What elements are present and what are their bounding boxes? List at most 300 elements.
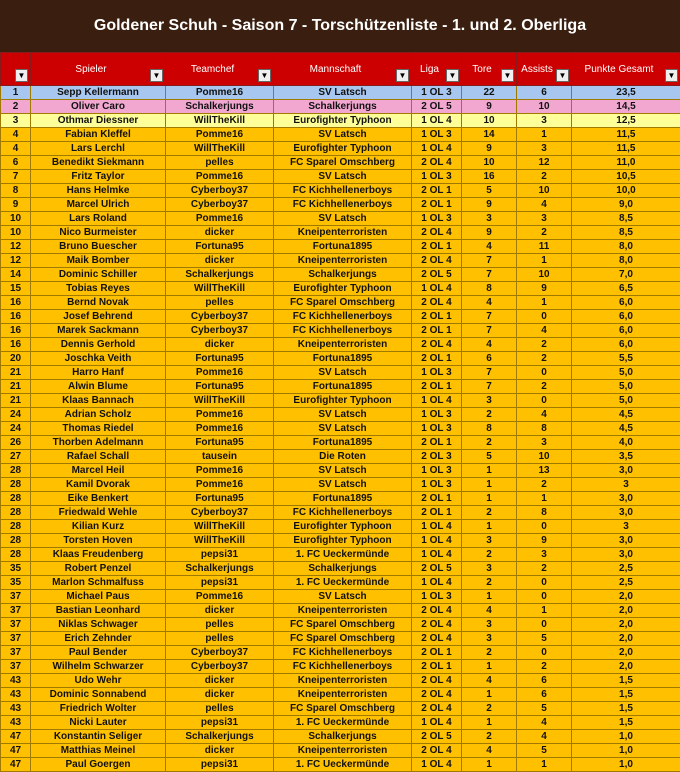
player-cell[interactable]: Marcel Heil xyxy=(31,464,166,478)
rank-cell[interactable]: 12 xyxy=(1,254,31,268)
points-cell[interactable]: 3,0 xyxy=(572,492,680,506)
teamchef-cell[interactable]: Pomme16 xyxy=(166,170,274,184)
player-cell[interactable]: Lars Lerchl xyxy=(31,142,166,156)
player-cell[interactable]: Thorben Adelmann xyxy=(31,436,166,450)
points-cell[interactable]: 8,5 xyxy=(572,212,680,226)
goals-cell[interactable]: 2 xyxy=(462,730,517,744)
player-cell[interactable]: Thomas Riedel xyxy=(31,422,166,436)
player-cell[interactable]: Othmar Diessner xyxy=(31,114,166,128)
player-cell[interactable]: Erich Zehnder xyxy=(31,632,166,646)
points-cell[interactable]: 2,5 xyxy=(572,576,680,590)
rank-cell[interactable]: 28 xyxy=(1,534,31,548)
goals-cell[interactable]: 5 xyxy=(462,184,517,198)
player-cell[interactable]: Torsten Hoven xyxy=(31,534,166,548)
player-cell[interactable]: Hans Helmke xyxy=(31,184,166,198)
player-cell[interactable]: Lars Roland xyxy=(31,212,166,226)
goals-cell[interactable]: 1 xyxy=(462,758,517,772)
goals-cell[interactable]: 3 xyxy=(462,212,517,226)
goals-cell[interactable]: 3 xyxy=(462,618,517,632)
rank-cell[interactable]: 43 xyxy=(1,716,31,730)
team-cell[interactable]: Eurofighter Typhoon xyxy=(274,534,412,548)
teamchef-cell[interactable]: Pomme16 xyxy=(166,408,274,422)
rank-cell[interactable]: 24 xyxy=(1,408,31,422)
assists-cell[interactable]: 10 xyxy=(517,268,572,282)
points-cell[interactable]: 23,5 xyxy=(572,86,680,100)
rank-cell[interactable]: 9 xyxy=(1,198,31,212)
teamchef-cell[interactable]: Cyberboy37 xyxy=(166,198,274,212)
league-cell[interactable]: 2 OL 3 xyxy=(412,450,462,464)
team-cell[interactable]: FC Sparel Omschberg xyxy=(274,156,412,170)
rank-cell[interactable]: 28 xyxy=(1,506,31,520)
assists-cell[interactable]: 3 xyxy=(517,548,572,562)
points-cell[interactable]: 3,0 xyxy=(572,506,680,520)
goals-cell[interactable]: 1 xyxy=(462,464,517,478)
teamchef-cell[interactable]: dicker xyxy=(166,674,274,688)
points-cell[interactable]: 1,0 xyxy=(572,730,680,744)
goals-cell[interactable]: 5 xyxy=(462,450,517,464)
goals-cell[interactable]: 2 xyxy=(462,408,517,422)
rank-cell[interactable]: 28 xyxy=(1,492,31,506)
teamchef-cell[interactable]: Cyberboy37 xyxy=(166,324,274,338)
team-cell[interactable]: SV Latsch xyxy=(274,86,412,100)
points-cell[interactable]: 7,0 xyxy=(572,268,680,282)
league-cell[interactable]: 1 OL 3 xyxy=(412,366,462,380)
rank-cell[interactable]: 20 xyxy=(1,352,31,366)
goals-cell[interactable]: 8 xyxy=(462,282,517,296)
player-cell[interactable]: Udo Wehr xyxy=(31,674,166,688)
assists-cell[interactable]: 6 xyxy=(517,86,572,100)
team-cell[interactable]: Eurofighter Typhoon xyxy=(274,394,412,408)
assists-cell[interactable]: 6 xyxy=(517,674,572,688)
league-cell[interactable]: 2 OL 1 xyxy=(412,324,462,338)
player-cell[interactable]: Nicki Lauter xyxy=(31,716,166,730)
teamchef-cell[interactable]: Schalkerjungs xyxy=(166,562,274,576)
assists-cell[interactable]: 3 xyxy=(517,142,572,156)
player-cell[interactable]: Klaas Freudenberg xyxy=(31,548,166,562)
teamchef-cell[interactable]: WillTheKill xyxy=(166,534,274,548)
rank-cell[interactable]: 37 xyxy=(1,646,31,660)
filter-dropdown-player[interactable]: ▼ xyxy=(150,69,163,82)
teamchef-cell[interactable]: Schalkerjungs xyxy=(166,100,274,114)
points-cell[interactable]: 8,5 xyxy=(572,226,680,240)
points-cell[interactable]: 1,5 xyxy=(572,688,680,702)
points-cell[interactable]: 3,0 xyxy=(572,534,680,548)
player-cell[interactable]: Marlon Schmalfuss xyxy=(31,576,166,590)
rank-cell[interactable]: 47 xyxy=(1,730,31,744)
teamchef-cell[interactable]: dicker xyxy=(166,604,274,618)
goals-cell[interactable]: 9 xyxy=(462,142,517,156)
teamchef-cell[interactable]: Pomme16 xyxy=(166,478,274,492)
team-cell[interactable]: FC Kichhellenerboys xyxy=(274,646,412,660)
team-cell[interactable]: Kneipenterroristen xyxy=(274,674,412,688)
rank-cell[interactable]: 1 xyxy=(1,86,31,100)
points-cell[interactable]: 11,5 xyxy=(572,142,680,156)
assists-cell[interactable]: 4 xyxy=(517,716,572,730)
points-cell[interactable]: 3,0 xyxy=(572,464,680,478)
team-cell[interactable]: Fortuna1895 xyxy=(274,240,412,254)
assists-cell[interactable]: 5 xyxy=(517,632,572,646)
team-cell[interactable]: Fortuna1895 xyxy=(274,380,412,394)
rank-cell[interactable]: 16 xyxy=(1,310,31,324)
teamchef-cell[interactable]: pepsi31 xyxy=(166,716,274,730)
goals-cell[interactable]: 9 xyxy=(462,198,517,212)
player-cell[interactable]: Alwin Blume xyxy=(31,380,166,394)
assists-cell[interactable]: 0 xyxy=(517,310,572,324)
league-cell[interactable]: 2 OL 4 xyxy=(412,156,462,170)
teamchef-cell[interactable]: dicker xyxy=(166,226,274,240)
teamchef-cell[interactable]: Pomme16 xyxy=(166,464,274,478)
teamchef-cell[interactable]: dicker xyxy=(166,254,274,268)
player-cell[interactable]: Friedwald Wehle xyxy=(31,506,166,520)
team-cell[interactable]: Kneipenterroristen xyxy=(274,744,412,758)
league-cell[interactable]: 2 OL 1 xyxy=(412,310,462,324)
league-cell[interactable]: 1 OL 3 xyxy=(412,590,462,604)
teamchef-cell[interactable]: Fortuna95 xyxy=(166,352,274,366)
player-cell[interactable]: Marek Sackmann xyxy=(31,324,166,338)
rank-cell[interactable]: 4 xyxy=(1,128,31,142)
rank-cell[interactable]: 21 xyxy=(1,366,31,380)
league-cell[interactable]: 2 OL 1 xyxy=(412,646,462,660)
assists-cell[interactable]: 2 xyxy=(517,562,572,576)
assists-cell[interactable]: 0 xyxy=(517,576,572,590)
teamchef-cell[interactable]: Cyberboy37 xyxy=(166,660,274,674)
player-cell[interactable]: Friedrich Wolter xyxy=(31,702,166,716)
goals-cell[interactable]: 2 xyxy=(462,646,517,660)
player-cell[interactable]: Nico Burmeister xyxy=(31,226,166,240)
player-cell[interactable]: Konstantin Seliger xyxy=(31,730,166,744)
filter-dropdown-goals[interactable]: ▼ xyxy=(501,69,514,82)
assists-cell[interactable]: 4 xyxy=(517,408,572,422)
rank-cell[interactable]: 6 xyxy=(1,156,31,170)
teamchef-cell[interactable]: tausein xyxy=(166,450,274,464)
league-cell[interactable]: 2 OL 4 xyxy=(412,338,462,352)
teamchef-cell[interactable]: pepsi31 xyxy=(166,758,274,772)
filter-dropdown-team[interactable]: ▼ xyxy=(396,69,409,82)
filter-dropdown-league[interactable]: ▼ xyxy=(446,69,459,82)
player-cell[interactable]: Robert Penzel xyxy=(31,562,166,576)
teamchef-cell[interactable]: Pomme16 xyxy=(166,422,274,436)
teamchef-cell[interactable]: pepsi31 xyxy=(166,548,274,562)
player-cell[interactable]: Fabian Kleffel xyxy=(31,128,166,142)
player-cell[interactable]: Michael Paus xyxy=(31,590,166,604)
teamchef-cell[interactable]: pelles xyxy=(166,702,274,716)
assists-cell[interactable]: 10 xyxy=(517,184,572,198)
rank-cell[interactable]: 43 xyxy=(1,674,31,688)
team-cell[interactable]: SV Latsch xyxy=(274,128,412,142)
teamchef-cell[interactable]: Fortuna95 xyxy=(166,492,274,506)
league-cell[interactable]: 2 OL 4 xyxy=(412,688,462,702)
assists-cell[interactable]: 3 xyxy=(517,436,572,450)
teamchef-cell[interactable]: WillTheKill xyxy=(166,394,274,408)
rank-cell[interactable]: 24 xyxy=(1,422,31,436)
assists-cell[interactable]: 1 xyxy=(517,296,572,310)
team-cell[interactable]: 1. FC Ueckermünde xyxy=(274,758,412,772)
assists-cell[interactable]: 4 xyxy=(517,324,572,338)
player-cell[interactable]: Adrian Scholz xyxy=(31,408,166,422)
assists-cell[interactable]: 3 xyxy=(517,114,572,128)
points-cell[interactable]: 5,5 xyxy=(572,352,680,366)
team-cell[interactable]: SV Latsch xyxy=(274,366,412,380)
player-cell[interactable]: Paul Bender xyxy=(31,646,166,660)
assists-cell[interactable]: 2 xyxy=(517,170,572,184)
assists-cell[interactable]: 9 xyxy=(517,534,572,548)
league-cell[interactable]: 2 OL 1 xyxy=(412,352,462,366)
league-cell[interactable]: 1 OL 4 xyxy=(412,142,462,156)
player-cell[interactable]: Kamil Dvorak xyxy=(31,478,166,492)
league-cell[interactable]: 2 OL 1 xyxy=(412,380,462,394)
player-cell[interactable]: Oliver Caro xyxy=(31,100,166,114)
teamchef-cell[interactable]: Pomme16 xyxy=(166,128,274,142)
team-cell[interactable]: FC Kichhellenerboys xyxy=(274,324,412,338)
player-cell[interactable]: Wilhelm Schwarzer xyxy=(31,660,166,674)
league-cell[interactable]: 2 OL 1 xyxy=(412,660,462,674)
goals-cell[interactable]: 7 xyxy=(462,310,517,324)
assists-cell[interactable]: 2 xyxy=(517,338,572,352)
rank-cell[interactable]: 10 xyxy=(1,226,31,240)
rank-cell[interactable]: 26 xyxy=(1,436,31,450)
teamchef-cell[interactable]: Pomme16 xyxy=(166,366,274,380)
rank-cell[interactable]: 16 xyxy=(1,324,31,338)
league-cell[interactable]: 1 OL 3 xyxy=(412,478,462,492)
league-cell[interactable]: 1 OL 4 xyxy=(412,394,462,408)
points-cell[interactable]: 1,0 xyxy=(572,758,680,772)
rank-cell[interactable]: 47 xyxy=(1,744,31,758)
assists-cell[interactable]: 6 xyxy=(517,688,572,702)
goals-cell[interactable]: 14 xyxy=(462,128,517,142)
assists-cell[interactable]: 1 xyxy=(517,492,572,506)
goals-cell[interactable]: 7 xyxy=(462,254,517,268)
goals-cell[interactable]: 1 xyxy=(462,478,517,492)
points-cell[interactable]: 11,5 xyxy=(572,128,680,142)
league-cell[interactable]: 1 OL 4 xyxy=(412,534,462,548)
team-cell[interactable]: FC Kichhellenerboys xyxy=(274,506,412,520)
assists-cell[interactable]: 1 xyxy=(517,758,572,772)
league-cell[interactable]: 2 OL 5 xyxy=(412,562,462,576)
points-cell[interactable]: 1,0 xyxy=(572,744,680,758)
league-cell[interactable]: 2 OL 1 xyxy=(412,198,462,212)
team-cell[interactable]: Kneipenterroristen xyxy=(274,254,412,268)
goals-cell[interactable]: 1 xyxy=(462,688,517,702)
team-cell[interactable]: FC Kichhellenerboys xyxy=(274,184,412,198)
rank-cell[interactable]: 14 xyxy=(1,268,31,282)
rank-cell[interactable]: 28 xyxy=(1,548,31,562)
points-cell[interactable]: 4,0 xyxy=(572,436,680,450)
teamchef-cell[interactable]: WillTheKill xyxy=(166,114,274,128)
points-cell[interactable]: 2,0 xyxy=(572,660,680,674)
teamchef-cell[interactable]: Pomme16 xyxy=(166,590,274,604)
goals-cell[interactable]: 2 xyxy=(462,702,517,716)
points-cell[interactable]: 4,5 xyxy=(572,408,680,422)
assists-cell[interactable]: 10 xyxy=(517,100,572,114)
filter-dropdown-rank[interactable]: ▼ xyxy=(15,69,28,82)
goals-cell[interactable]: 4 xyxy=(462,240,517,254)
assists-cell[interactable]: 5 xyxy=(517,744,572,758)
teamchef-cell[interactable]: WillTheKill xyxy=(166,520,274,534)
league-cell[interactable]: 1 OL 3 xyxy=(412,212,462,226)
goals-cell[interactable]: 2 xyxy=(462,548,517,562)
league-cell[interactable]: 1 OL 3 xyxy=(412,464,462,478)
assists-cell[interactable]: 2 xyxy=(517,660,572,674)
player-cell[interactable]: Bernd Novak xyxy=(31,296,166,310)
teamchef-cell[interactable]: Cyberboy37 xyxy=(166,646,274,660)
teamchef-cell[interactable]: Fortuna95 xyxy=(166,380,274,394)
teamchef-cell[interactable]: Cyberboy37 xyxy=(166,184,274,198)
points-cell[interactable]: 2,0 xyxy=(572,632,680,646)
assists-cell[interactable]: 2 xyxy=(517,352,572,366)
team-cell[interactable]: Kneipenterroristen xyxy=(274,688,412,702)
goals-cell[interactable]: 4 xyxy=(462,744,517,758)
league-cell[interactable]: 2 OL 5 xyxy=(412,730,462,744)
team-cell[interactable]: Schalkerjungs xyxy=(274,730,412,744)
team-cell[interactable]: SV Latsch xyxy=(274,422,412,436)
league-cell[interactable]: 2 OL 4 xyxy=(412,632,462,646)
rank-cell[interactable]: 28 xyxy=(1,478,31,492)
rank-cell[interactable]: 28 xyxy=(1,520,31,534)
league-cell[interactable]: 2 OL 4 xyxy=(412,226,462,240)
league-cell[interactable]: 2 OL 4 xyxy=(412,618,462,632)
league-cell[interactable]: 1 OL 4 xyxy=(412,716,462,730)
rank-cell[interactable]: 43 xyxy=(1,702,31,716)
assists-cell[interactable]: 8 xyxy=(517,506,572,520)
assists-cell[interactable]: 13 xyxy=(517,464,572,478)
team-cell[interactable]: FC Kichhellenerboys xyxy=(274,660,412,674)
points-cell[interactable]: 10,5 xyxy=(572,170,680,184)
team-cell[interactable]: Eurofighter Typhoon xyxy=(274,142,412,156)
teamchef-cell[interactable]: pelles xyxy=(166,632,274,646)
league-cell[interactable]: 2 OL 4 xyxy=(412,702,462,716)
teamchef-cell[interactable]: pelles xyxy=(166,296,274,310)
points-cell[interactable]: 11,0 xyxy=(572,156,680,170)
league-cell[interactable]: 2 OL 1 xyxy=(412,240,462,254)
goals-cell[interactable]: 9 xyxy=(462,226,517,240)
rank-cell[interactable]: 21 xyxy=(1,380,31,394)
team-cell[interactable]: Eurofighter Typhoon xyxy=(274,282,412,296)
points-cell[interactable]: 8,0 xyxy=(572,254,680,268)
goals-cell[interactable]: 1 xyxy=(462,590,517,604)
assists-cell[interactable]: 0 xyxy=(517,366,572,380)
player-cell[interactable]: Dennis Gerhold xyxy=(31,338,166,352)
points-cell[interactable]: 9,0 xyxy=(572,198,680,212)
league-cell[interactable]: 1 OL 4 xyxy=(412,576,462,590)
rank-cell[interactable]: 16 xyxy=(1,338,31,352)
league-cell[interactable]: 1 OL 4 xyxy=(412,114,462,128)
points-cell[interactable]: 2,5 xyxy=(572,562,680,576)
goals-cell[interactable]: 4 xyxy=(462,296,517,310)
goals-cell[interactable]: 1 xyxy=(462,716,517,730)
player-cell[interactable]: Dominic Sonnabend xyxy=(31,688,166,702)
assists-cell[interactable]: 1 xyxy=(517,604,572,618)
rank-cell[interactable]: 15 xyxy=(1,282,31,296)
goals-cell[interactable]: 10 xyxy=(462,114,517,128)
player-cell[interactable]: Tobias Reyes xyxy=(31,282,166,296)
rank-cell[interactable]: 37 xyxy=(1,632,31,646)
goals-cell[interactable]: 4 xyxy=(462,604,517,618)
rank-cell[interactable]: 10 xyxy=(1,212,31,226)
points-cell[interactable]: 10,0 xyxy=(572,184,680,198)
goals-cell[interactable]: 3 xyxy=(462,632,517,646)
team-cell[interactable]: SV Latsch xyxy=(274,212,412,226)
goals-cell[interactable]: 1 xyxy=(462,492,517,506)
league-cell[interactable]: 1 OL 4 xyxy=(412,520,462,534)
team-cell[interactable]: FC Sparel Omschberg xyxy=(274,296,412,310)
rank-cell[interactable]: 37 xyxy=(1,660,31,674)
goals-cell[interactable]: 7 xyxy=(462,380,517,394)
points-cell[interactable]: 8,0 xyxy=(572,240,680,254)
points-cell[interactable]: 12,5 xyxy=(572,114,680,128)
team-cell[interactable]: FC Kichhellenerboys xyxy=(274,310,412,324)
goals-cell[interactable]: 6 xyxy=(462,352,517,366)
player-cell[interactable]: Josef Behrend xyxy=(31,310,166,324)
points-cell[interactable]: 5,0 xyxy=(572,380,680,394)
assists-cell[interactable]: 0 xyxy=(517,618,572,632)
rank-cell[interactable]: 43 xyxy=(1,688,31,702)
points-cell[interactable]: 3,5 xyxy=(572,450,680,464)
league-cell[interactable]: 1 OL 4 xyxy=(412,758,462,772)
assists-cell[interactable]: 2 xyxy=(517,478,572,492)
assists-cell[interactable]: 11 xyxy=(517,240,572,254)
teamchef-cell[interactable]: dicker xyxy=(166,744,274,758)
team-cell[interactable]: Fortuna1895 xyxy=(274,436,412,450)
team-cell[interactable]: 1. FC Ueckermünde xyxy=(274,548,412,562)
goals-cell[interactable]: 2 xyxy=(462,576,517,590)
team-cell[interactable]: FC Kichhellenerboys xyxy=(274,198,412,212)
team-cell[interactable]: SV Latsch xyxy=(274,170,412,184)
league-cell[interactable]: 2 OL 4 xyxy=(412,674,462,688)
teamchef-cell[interactable]: Schalkerjungs xyxy=(166,268,274,282)
assists-cell[interactable]: 1 xyxy=(517,254,572,268)
assists-cell[interactable]: 10 xyxy=(517,450,572,464)
rank-cell[interactable]: 37 xyxy=(1,618,31,632)
teamchef-cell[interactable]: Pomme16 xyxy=(166,86,274,100)
league-cell[interactable]: 2 OL 4 xyxy=(412,744,462,758)
rank-cell[interactable]: 3 xyxy=(1,114,31,128)
teamchef-cell[interactable]: Fortuna95 xyxy=(166,240,274,254)
league-cell[interactable]: 2 OL 1 xyxy=(412,436,462,450)
player-cell[interactable]: Kilian Kurz xyxy=(31,520,166,534)
rank-cell[interactable]: 28 xyxy=(1,464,31,478)
player-cell[interactable]: Bruno Buescher xyxy=(31,240,166,254)
teamchef-cell[interactable]: dicker xyxy=(166,688,274,702)
league-cell[interactable]: 1 OL 4 xyxy=(412,548,462,562)
rank-cell[interactable]: 16 xyxy=(1,296,31,310)
league-cell[interactable]: 1 OL 3 xyxy=(412,170,462,184)
player-cell[interactable]: Eike Benkert xyxy=(31,492,166,506)
points-cell[interactable]: 2,0 xyxy=(572,618,680,632)
team-cell[interactable]: SV Latsch xyxy=(274,590,412,604)
points-cell[interactable]: 5,0 xyxy=(572,394,680,408)
points-cell[interactable]: 5,0 xyxy=(572,366,680,380)
teamchef-cell[interactable]: pelles xyxy=(166,618,274,632)
team-cell[interactable]: SV Latsch xyxy=(274,478,412,492)
points-cell[interactable]: 2,0 xyxy=(572,590,680,604)
team-cell[interactable]: Kneipenterroristen xyxy=(274,226,412,240)
league-cell[interactable]: 1 OL 3 xyxy=(412,408,462,422)
assists-cell[interactable]: 1 xyxy=(517,128,572,142)
teamchef-cell[interactable]: pepsi31 xyxy=(166,576,274,590)
rank-cell[interactable]: 21 xyxy=(1,394,31,408)
player-cell[interactable]: Harro Hanf xyxy=(31,366,166,380)
assists-cell[interactable]: 12 xyxy=(517,156,572,170)
goals-cell[interactable]: 16 xyxy=(462,170,517,184)
points-cell[interactable]: 14,5 xyxy=(572,100,680,114)
player-cell[interactable]: Paul Goergen xyxy=(31,758,166,772)
goals-cell[interactable]: 7 xyxy=(462,268,517,282)
assists-cell[interactable]: 4 xyxy=(517,730,572,744)
team-cell[interactable]: SV Latsch xyxy=(274,408,412,422)
goals-cell[interactable]: 3 xyxy=(462,534,517,548)
player-cell[interactable]: Niklas Schwager xyxy=(31,618,166,632)
team-cell[interactable]: Fortuna1895 xyxy=(274,492,412,506)
